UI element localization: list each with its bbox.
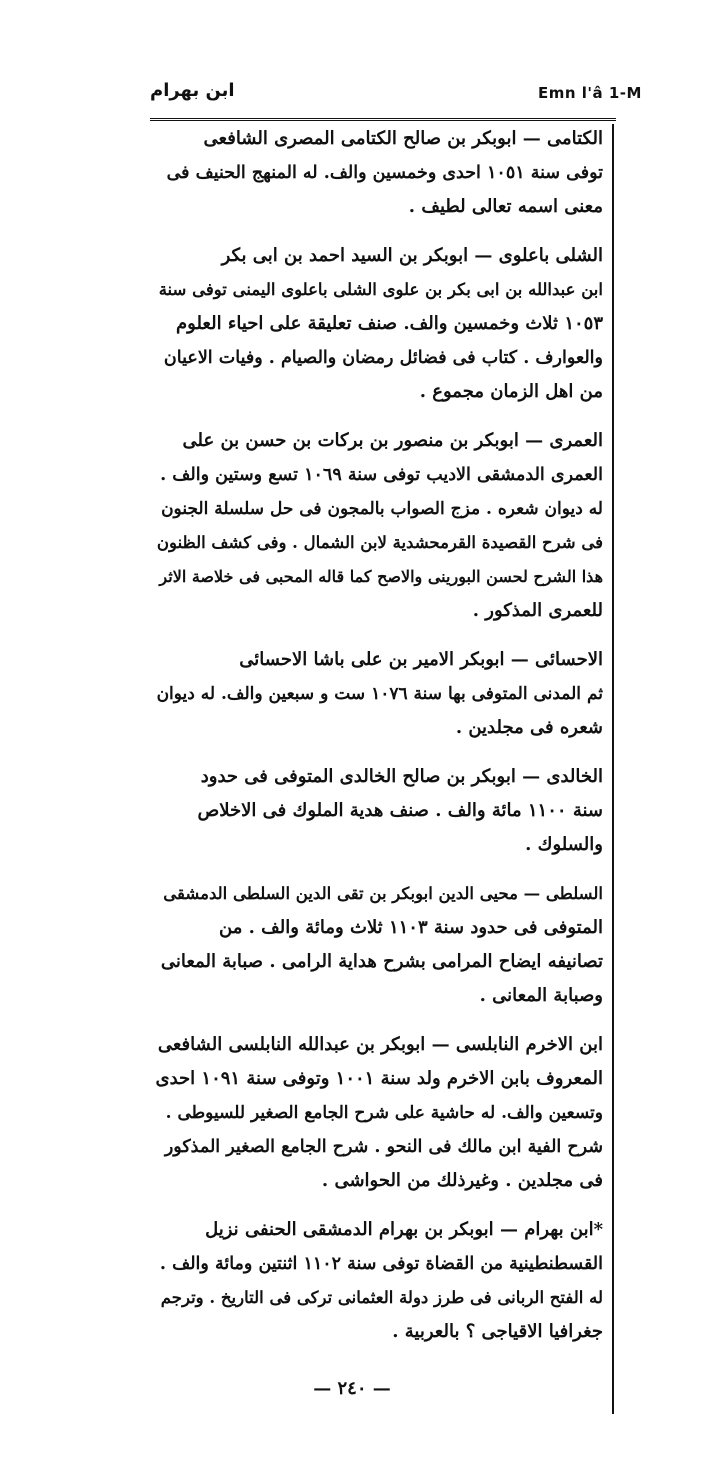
biography-entry [155,122,603,224]
entry-line: فى مجلدين . وغيرذلك من الحواشى . [321,1170,603,1191]
biography-entry [155,760,603,862]
entry-line: توفى سنة ١٠٥١ احدى وخمسين والف. له المنهج الحنيف فى [166,163,603,183]
entry-line: السلطى — محيى الدين ابوبكر بن تقى الدين السلطى الدمشقى [163,884,603,903]
entry-line: ١٠٥٣ ثلاث وخمسين والف. صنف تعليقة على احياء العلوم [176,313,603,334]
entry-line: له الفتح الربانى فى طرز دولة العثمانى تركى فى التاريخ . وترجم [160,1288,603,1307]
entry-line: فى شرح القصيدة القرمحشدية لابن الشمال . وفى كشف الظنون [156,533,603,552]
entry-line: وتسعين والف. له حاشية على شرح الجامع الصغير للسيوطى . [165,1103,603,1123]
entry-line: الشلى باعلوى — ابوبكر بن السيد احمد بن ابى بكر [221,245,603,266]
biography-entry [155,239,603,409]
entry-line: المعروف بابن الاخرم ولد سنة ١٠٠١ وتوفى سنة ١٠٩١ احدى [155,1068,603,1089]
biography-entry [155,1028,603,1198]
entry-line: *ابن بهرام — ابوبكر بن بهرام الدمشقى الحنفى نزيل [205,1219,603,1240]
entry-line: هذا الشرح لحسن البورينى والاصح كما قاله المحبى فى خلاصة الاثر [159,567,603,586]
biography-entry [155,877,603,1013]
entry-line: العمرى — ابوبكر بن منصور بن بركات بن حسن بن على [182,430,603,451]
entry-line: جغرافيا الاقياجى ؟ بالعربية . [392,1321,603,1342]
entry-line: للعمرى المذكور . [472,600,603,621]
entry-line: والعوارف . كتاب فى فضائل رمضان والصيام . وفيات الاعيان [163,348,603,368]
entry-line: ابن الاخرم النابلسى — ابوبكر بن عبدالله النابلسى الشافعى [157,1034,603,1055]
entry-line: وصبابة المعانى . [479,985,603,1006]
entry-line: الكتامى — ابوبكر بن صالح الكتامى المصرى الشافعى [203,128,603,149]
entry-line: تصانيفه ايضاح المرامى بشرح هداية الرامى . صبابة المعانى [160,951,603,972]
entry-line: ابن عبدالله بن ابى بكر بن علوى الشلى باعلوى اليمنى توفى سنة [158,280,603,299]
entry-line: معنى اسمه تعالى لطيف . [408,196,603,217]
entry-line: القسطنطينية من القضاة توفى سنة ١١٠٢ اثنتين ومائة والف . [159,1254,603,1274]
entry-line: العمرى الدمشقى الاديب توفى سنة ١٠٦٩ تسع وستين والف . [160,465,603,485]
running-head-code: Emn l'â 1-M [538,84,642,102]
margin-rule [612,124,614,1414]
entry-line: والسلوك . [525,834,603,855]
page-number: — ٢٤٠ — [313,1378,391,1399]
biography-entry [155,1213,603,1349]
entry-line: ثم المدنى المتوفى بها سنة ١٠٧٦ ست و سبعين والف. له ديوان [156,684,603,704]
biography-entry [155,643,603,745]
header-rule [150,118,616,121]
entry-line: من اهل الزمان مجموع . [419,381,603,402]
entry-line: سنة ١١٠٠ مائة والف . صنف هدية الملوك فى الاخلاص [197,800,603,821]
entry-line: الاحسائى — ابوبكر الامير بن على باشا الاحسائى [239,649,603,670]
entry-line: شرح الفية ابن مالك فى النحو . شرح الجامع الصغير المذكور [164,1137,603,1157]
entry-line: الخالدى — ابوبكر بن صالح الخالدى المتوفى فى حدود [200,766,603,787]
entry-line: له ديوان شعره . مزج الصواب بالمجون فى حل سلسلة الجنون [161,499,603,519]
running-head-title: ابن بهرام [150,80,235,101]
biography-entry [155,424,603,628]
entries-column [155,122,603,1364]
entry-line: المتوفى فى حدود سنة ١١٠٣ ثلاث ومائة والف . من [219,917,603,938]
entry-line: شعره فى مجلدين . [455,717,603,738]
